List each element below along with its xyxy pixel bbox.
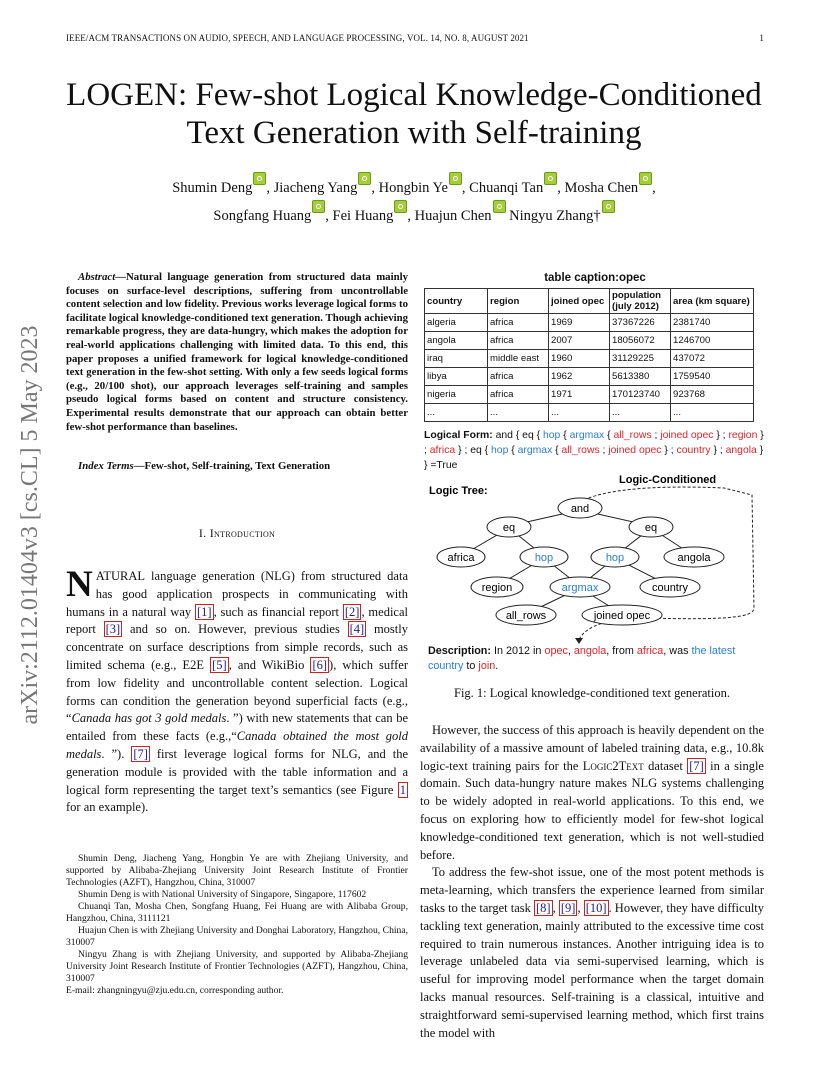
citation-link[interactable]: [7]: [689, 758, 704, 773]
orcid-icon[interactable]: [394, 200, 407, 213]
arxiv-identifier: arXiv:2112.01404v3 [cs.CL] 5 May 2023: [17, 325, 43, 725]
table-row: angola africa 2007 18056072 1246700: [425, 332, 754, 350]
footnotes: Shumin Deng, Jiacheng Yang, Hongbin Ye are with Zhejiang University, and supported by Alibaba-Zhejiang University Joint Research Institute of Frontier Technologies (AZFT), Hangzhou, China, 310007 Shumin Deng is with National University of Singapore, Singapore, 117602 Chuanqi Tan, Mosha Chen, Songfang Huang, Fei Huang are with Alibaba Group, Hangzhou, China, 3111121 Huajun Chen is with Zhejiang University and Donghai Laboratory, Hangzhou, China, 310007 Ningyu Zhang is with Zhejiang University, and supported by Alibaba-Zhejiang University Joint Research Institute of Frontier Technologies (AZFT), Hangzhou, China, 310007 E-mail: zhangningyu@zju.edu.cn, corresponding author.: [66, 853, 408, 996]
author-line-1: Shumin Deng , Jiacheng Yang , Hongbin Ye , Chuanqi Tan , Mosha Chen ,: [60, 172, 768, 197]
paper-title: LOGEN: Few-shot Logical Knowledge-Conditioned Text Generation with Self-training: [66, 77, 762, 151]
citation-link[interactable]: [5]: [212, 657, 227, 672]
section-heading: I. Introduction: [198, 526, 276, 540]
tree-node: angola: [677, 552, 711, 564]
table-row: libya africa 1962 5613380 1759540: [425, 368, 754, 386]
tree-node: hop: [534, 552, 554, 564]
tree-node: region: [481, 582, 513, 594]
page-number: 1: [759, 33, 764, 43]
intro-paragraph: NATURAL language generation (NLG) from structured data has good application prospects in communicating with humans in a natural way [1] , such as financial report [2] , medical report [3] and so on. However, previous studies [4] mostly concentrate on surface descriptions from simple records, such as limited schema (e.g., E2E [5] , and WikiBio [6] ), which suffer from low fidelity and uncontrollable content selection. Logical forms can condition the generation beyond superficial facts (e.g., “Canada has got 3 gold medals. ”) with new statements that can be entailed from these facts (e.g.,“Canada obtained the most gold medals. ”). [7] first leverage logical forms for NLG, and the generation module is provided with the table information and a logical form representing the target text’s semantics (see Figure 1 for an example).: [66, 564, 408, 815]
table-header-row: country region joined opec population (july 2012) area (km square): [425, 289, 754, 314]
orcid-icon[interactable]: [544, 172, 557, 185]
citation-link[interactable]: [10]: [585, 900, 607, 915]
orcid-icon[interactable]: [312, 200, 325, 213]
table-row: nigeria africa 1971 170123740 923768: [425, 386, 754, 404]
table-row: ... ... ... ... ...: [425, 404, 754, 422]
orcid-icon[interactable]: [639, 172, 652, 185]
author-line-2: Songfang Huang , Fei Huang , Huajun Chen Ningyu Zhang†: [60, 200, 768, 225]
tree-node: eq: [644, 522, 658, 534]
figure-1: [424, 272, 766, 473]
abstract: Abstract—Natural language generation from structured data mainly focuses on surface-level descriptions, suffering from uncontrollable content selection and low fidelity. Previous works leverage logical forms to facilitate logical knowledge-conditioned text generation. Though achieving remarkable progress, they are data-hungry, which makes the adoption for real-world applications challenging with limited data. To this end, this paper proposes a unified framework for logical knowledge-conditioned text generation in the few-shot setting. With only a few seeds logical forms (e.g., 20/100 shot), our approach leverages self-training and samples pseudo logical forms based on content and structure consistency. Experimental results demonstrate that our approach can obtain better few-shot performance than baselines.: [66, 271, 408, 433]
tree-node: eq: [502, 522, 516, 534]
tree-node: country: [651, 582, 689, 594]
index-terms: Index Terms—Few-shot, Self-training, Text Generation: [78, 460, 331, 472]
tree-node: and: [570, 503, 590, 515]
tree-node: all_rows: [505, 610, 547, 622]
citation-link[interactable]: [8]: [536, 900, 551, 915]
tree-node: argmax: [561, 582, 599, 594]
orcid-icon[interactable]: [602, 200, 615, 213]
table-row: algeria africa 1969 37367226 2381740: [425, 314, 754, 332]
tree-node: hop: [605, 552, 625, 564]
citation-link[interactable]: [9]: [560, 900, 576, 915]
logical-form: Logical Form: and { eq { hop { argmax { all_rows ; joined opec } ; region } ; africa } ; eq { hop { argmax { all_rows ; joined opec } ; country } ; angola } } =True: [424, 430, 764, 471]
citation-link[interactable]: [4]: [349, 622, 365, 637]
data-table: [424, 288, 754, 422]
citation-link[interactable]: [3]: [105, 622, 121, 637]
right-column-text: However, the success of this approach is heavily dependent on the availability of a massive amount of labeled training data, e.g., 10.8k logic-text training pairs for the Logic2Text dataset [7] in a single domain. Such data-hungry nature makes NLG systems challenging to be widely adopted in real-world applications. To this end, we focus on exploring how to efficiently model for few-shot logical knowledge-conditioned text generation, which is not well-studied before. To address the few-shot issue, one of the most potent methods is meta-learning, which transfers the experience learned from similar tasks to the target task [8] , [9] , [10] . However, they have difficulty tackling text generation, mainly attributed to the excessive time cost required to train numerous instances. Another intriguing idea is to leverage unlabeled data via semi-supervised learning, which is useful for improving model performance when the target domain lacks manual resources. Self-training is a classical, intuitive and straightforward semi-supervised learning method, which first trains the model with: [420, 723, 765, 1040]
logic-tree-label: Logic Tree:: [429, 485, 488, 497]
citation-link[interactable]: [6]: [312, 657, 328, 672]
citation-link[interactable]: [1]: [196, 604, 212, 619]
table-caption: table caption:opec: [544, 272, 646, 284]
running-header: [66, 33, 764, 43]
figure-link[interactable]: 1: [399, 782, 406, 797]
logic-tree-diagram: [424, 468, 766, 644]
citation-link[interactable]: [2]: [344, 604, 360, 619]
journal-name: IEEE/ACM TRANSACTIONS ON AUDIO, SPEECH, AND LANGUAGE PROCESSING, VOL. 14, NO. 8, AUGUST 2021: [66, 33, 529, 43]
citation-link[interactable]: [7]: [133, 746, 148, 761]
tree-node: africa: [447, 552, 475, 564]
orcid-icon[interactable]: [493, 200, 506, 213]
dropcap: N: [66, 564, 93, 605]
orcid-icon[interactable]: [358, 172, 371, 185]
logic-conditioned-label: Logic-Conditioned: [619, 474, 717, 486]
orcid-icon[interactable]: [253, 172, 266, 185]
orcid-icon[interactable]: [449, 172, 462, 185]
table-row: iraq middle east 1960 31129225 437072: [425, 350, 754, 368]
figure-caption: Fig. 1: Logical knowledge-conditioned text generation.: [454, 686, 730, 700]
tree-node: joined opec: [593, 610, 651, 622]
figure-description: Description: In 2012 in opec, angola, from africa, was the latest country to join.: [428, 645, 736, 672]
